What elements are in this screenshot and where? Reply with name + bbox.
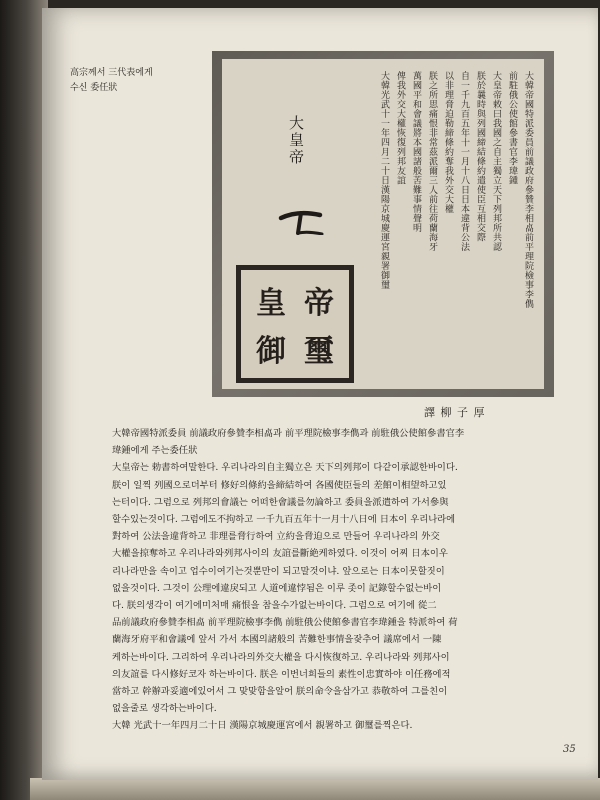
page-number: 35 <box>563 744 576 755</box>
document-column: 萬國平和會議將本國諸般苦難事情聲明 <box>411 71 421 233</box>
imperial-seal <box>236 265 354 383</box>
document-column: 大韓光武十一年四月二十日漢陽京城慶運宮親署御璽 <box>379 71 389 290</box>
document-column: 大韓帝國特派委員前議政府參贊李相卨前平理院檢事李儁 <box>523 71 533 309</box>
caption-line-2: 수신 委任狀 <box>70 83 118 93</box>
seal-character: 御 <box>256 334 286 369</box>
emperor-label: 大皇帝 <box>287 115 305 166</box>
document-column: 朕之所思痛恨非常茲派爾三人前往荷蘭海牙 <box>427 71 437 252</box>
body-line: 朕이 일찍 列國으로더부터 修好의條約을締結하여 各國使臣들의 差館이相望하고있 <box>112 479 447 491</box>
body-line: 케하는바이다. 그리하여 우리나라의外交大權을 다시恢復하고. 우리나라와 列邦사이 <box>112 651 450 663</box>
body-line: 對하여 公法을違背하고 非理를脅行하여 立約을脅迫으로 만들어 우리나라의 外交 <box>112 531 440 543</box>
body-line: 大韓 光武十一年四月二十日 漢陽京城慶運宮에서 親署하고 御璽를찍은다. <box>112 720 413 732</box>
body-line: 瑋鍾에게 주는委任狀 <box>112 445 198 457</box>
body-line: 品前議政府參贊李相卨 前平理院檢事李儁 前駐俄公使館參書官李瑋鍾을 特派하여 荷 <box>112 617 458 629</box>
book-binding-shadow <box>0 0 48 800</box>
seal-character: 皇 <box>256 286 286 321</box>
body-line: 없을것이다. 그것이 公理에違戾되고 人道에違悖됨은 이루 좃이 記錄할수없는바이 <box>112 582 442 594</box>
body-line: 리나라만을 속이고 업수이여기는것뿐만이 되고말것이냐. 앞으로는 日本이못할짓이 <box>112 565 445 577</box>
body-line: 는터이다. 그럼으로 列邦의會議는 어떠한會議를勿論하고 委員을派遣하여 가서參與 <box>112 496 449 508</box>
body-line: 當하고 幹辦과妥適에있어서 그 맞맞함을알어 朕의命令을삼가고 恭敬하여 그를친이 <box>112 686 448 698</box>
body-line: 大韓帝國特派委員 前議政府參贊李相卨과 前平理院檢事李儁과 前駐俄公使館參書官李 <box>112 428 465 439</box>
body-line: 의友誼를 다시修好코자 하는바이다. 朕은 이번너희들의 素性이忠實하야 이任務에적 <box>112 668 451 680</box>
credential-document <box>222 59 544 389</box>
document-column: 大皇帝敕曰我國之自主獨立天下列邦所共認 <box>491 71 501 252</box>
translation-body <box>112 425 564 735</box>
document-column: 朕於曩時與列國締結條約遣使臣互相交際 <box>475 71 485 242</box>
caption-line-1: 高宗께서 三代表에게 <box>70 68 153 78</box>
seal-character: 璽 <box>304 334 334 369</box>
document-column: 俾我外交大權恢復列邦友誼 <box>395 71 405 185</box>
body-line: 할수있는것이다. 그럼에도不拘하고 一千九百五年十一月十八日에 日本이 우리나라에 <box>112 514 456 526</box>
body-line: 大權을掠奪하고 우리나라와列邦사이의 友誼를斷絶케하였다. 이것이 어찌 日本이우 <box>112 548 448 560</box>
body-line: 다. 朕의생각이 여기에미처매 痛恨을 참을수가없는바이다. 그럼으로 여기에 從二 <box>112 600 437 612</box>
document-column: 以非理脅迫勒締條約奪我外交大權 <box>443 71 453 214</box>
seal-character: 帝 <box>304 286 334 321</box>
document-column: 自一千九百五年十一月十八日日本違背公法 <box>459 71 469 252</box>
body-line: 없을줄로 생각하는바이다. <box>112 703 217 715</box>
body-line: 大皇帝는 勅書하여말한다. 우리나라의自主獨立은 天下의列邦이 다같이承認한바이다. <box>112 462 458 474</box>
document-photograph <box>212 51 554 397</box>
document-column: 前駐俄公使館參書官李瑋鍾 <box>507 71 517 185</box>
photo-caption <box>70 66 153 96</box>
translator-credit: 譯 柳 子 厚 <box>424 406 486 419</box>
body-line: 蘭海牙府平和會議에 앞서 가서 本國의諸般의 苦難한事情을잦추어 議席에서 一陳 <box>112 634 442 646</box>
signature-mark <box>278 203 326 235</box>
page-bottom-edge <box>30 778 600 800</box>
